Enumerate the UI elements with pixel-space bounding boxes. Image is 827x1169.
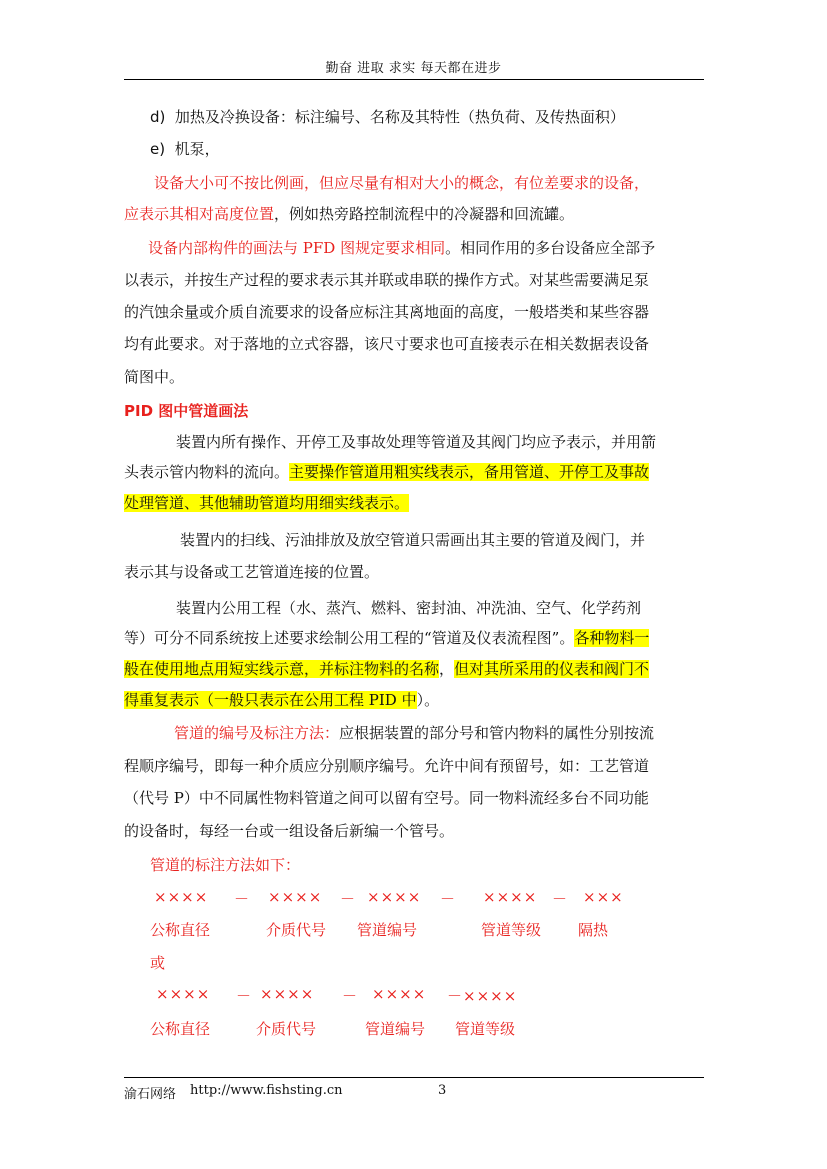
- field-label: 隔热: [578, 921, 609, 939]
- footer-url[interactable]: http://www.fishsting.cn: [190, 1083, 343, 1098]
- list-marker: d): [150, 108, 166, 126]
- paragraph-line: 等）可分不同系统按上述要求绘制公用工程的“管道及仪表流程图”。各种物料一: [124, 629, 650, 647]
- paragraph-line: 装置内所有操作、开停工及事故处理等管道及其阀门均应予表示，并用箭: [176, 433, 657, 451]
- footer-org: 渝石网络: [124, 1087, 177, 1102]
- paragraph-line: 的汽蚀余量或介质自流要求的设备应标注其离地面的高度，一般塔类和某些容器: [124, 303, 650, 321]
- list-text: 加热及冷换设备：标注编号、名称及其特性（热负荷、及传热面积）: [174, 108, 625, 126]
- paragraph-line: [124, 492, 409, 514]
- paragraph-line: 应表示其相对高度位置，例如热旁路控制流程中的冷凝器和回流罐。: [124, 205, 575, 223]
- highlight: 般在使用地点用短实线示意，并标注物料的名称: [124, 660, 440, 678]
- code-dash: －: [236, 987, 253, 1005]
- paragraph-line: 设备内部构件的画法与 PFD 图规定要求相同。相同作用的多台设备应全部予: [148, 239, 656, 257]
- code-dash: －: [340, 890, 357, 908]
- code-placeholder: ××××: [367, 888, 422, 906]
- highlight: 得重复表示（一般只表示在公用工程 PID 中: [124, 691, 417, 709]
- field-label: 公称直径: [150, 921, 211, 939]
- field-label: 管道编号: [365, 1020, 426, 1038]
- paragraph-line: 均有此要求。对于落地的立式容器，该尺寸要求也可直接表示在相关数据表设备: [124, 335, 650, 353]
- code-dash: －: [440, 890, 457, 908]
- highlight: 主要操作管道用粗实线表示，备用管道、开停工及事故: [289, 463, 650, 481]
- paragraph-line: （代号 P）中不同属性物料管道之间可以留有空号。同一物料流经多台不同功能: [124, 789, 649, 807]
- list-item-e: [150, 138, 220, 160]
- paragraph-line: 设备大小可不按比例画，但应尽量有相对大小的概念，有位差要求的设备，: [154, 174, 650, 192]
- highlight: 各种物料一: [574, 629, 650, 647]
- paragraph-line: 简图中。: [124, 368, 185, 386]
- list-item-d: [150, 106, 625, 128]
- code-placeholder: －××××: [447, 987, 518, 1005]
- header-motto: 勤奋 进取 求实 每天都在进步: [325, 61, 502, 76]
- paragraph-line: 得重复表示（一般只表示在公用工程 PID 中）。: [124, 691, 440, 709]
- paragraph-line: 装置内公用工程（水、蒸汽、燃料、密封油、冲洗油、空气、化学药剂: [176, 599, 642, 617]
- code-placeholder: ××××: [483, 888, 538, 906]
- highlight: 处理管道、其他辅助管道均用细实线表示。: [124, 494, 410, 512]
- code-placeholder: ××××: [156, 985, 211, 1003]
- code-placeholder: ×××: [583, 888, 624, 906]
- paragraph-line: 表示其与设备或工艺管道连接的位置。: [124, 563, 380, 581]
- code-placeholder: ××××: [268, 888, 323, 906]
- paragraph-line: 头表示管内物料的流向。主要操作管道用粗实线表示，备用管道、开停工及事故: [124, 463, 650, 481]
- field-label: 管道编号: [357, 921, 418, 939]
- or-text: 或: [150, 954, 166, 972]
- paragraph-line: 装置内的扫线、污油排放及放空管道只需画出其主要的管道及阀门，并: [180, 531, 646, 549]
- labeling-intro: 管道的标注方法如下：: [150, 856, 301, 874]
- code-placeholder: ××××: [260, 985, 315, 1003]
- list-text: 机泵，: [174, 140, 220, 158]
- header-rule: [124, 79, 704, 80]
- code-dash: －: [342, 987, 359, 1005]
- code-placeholder: ××××: [154, 888, 209, 906]
- field-label: 介质代号: [266, 921, 327, 939]
- field-label: 管道等级: [481, 921, 542, 939]
- code-dash: －: [552, 890, 569, 908]
- paragraph-line: 的设备时，每经一台或一组设备后新编一个管号。: [124, 822, 455, 840]
- paragraph-line: 以表示，并按生产过程的要求表示其并联或串联的操作方式。对某些需要满足泵: [124, 271, 650, 289]
- field-label: 公称直径: [150, 1020, 211, 1038]
- code-placeholder: ××××: [372, 985, 427, 1003]
- field-label: 介质代号: [256, 1020, 317, 1038]
- highlight: 但对其所采用的仪表和阀门不: [454, 660, 650, 678]
- section-title: PID 图中管道画法: [124, 402, 249, 420]
- paragraph-line: 管道的编号及标注方法：应根据装置的部分号和管内物料的属性分别按流: [174, 724, 655, 742]
- code-dash: －: [234, 890, 251, 908]
- page-number: 3: [438, 1083, 447, 1098]
- paragraph-line: 般在使用地点用短实线示意，并标注物料的名称，但对其所采用的仪表和阀门不: [124, 660, 650, 678]
- field-label: 管道等级: [455, 1020, 516, 1038]
- list-marker: e): [150, 140, 166, 158]
- footer-rule: [124, 1077, 704, 1078]
- paragraph-line: 程顺序编号，即每一种介质应分别顺序编号。允许中间有预留号，如：工艺管道: [124, 757, 650, 775]
